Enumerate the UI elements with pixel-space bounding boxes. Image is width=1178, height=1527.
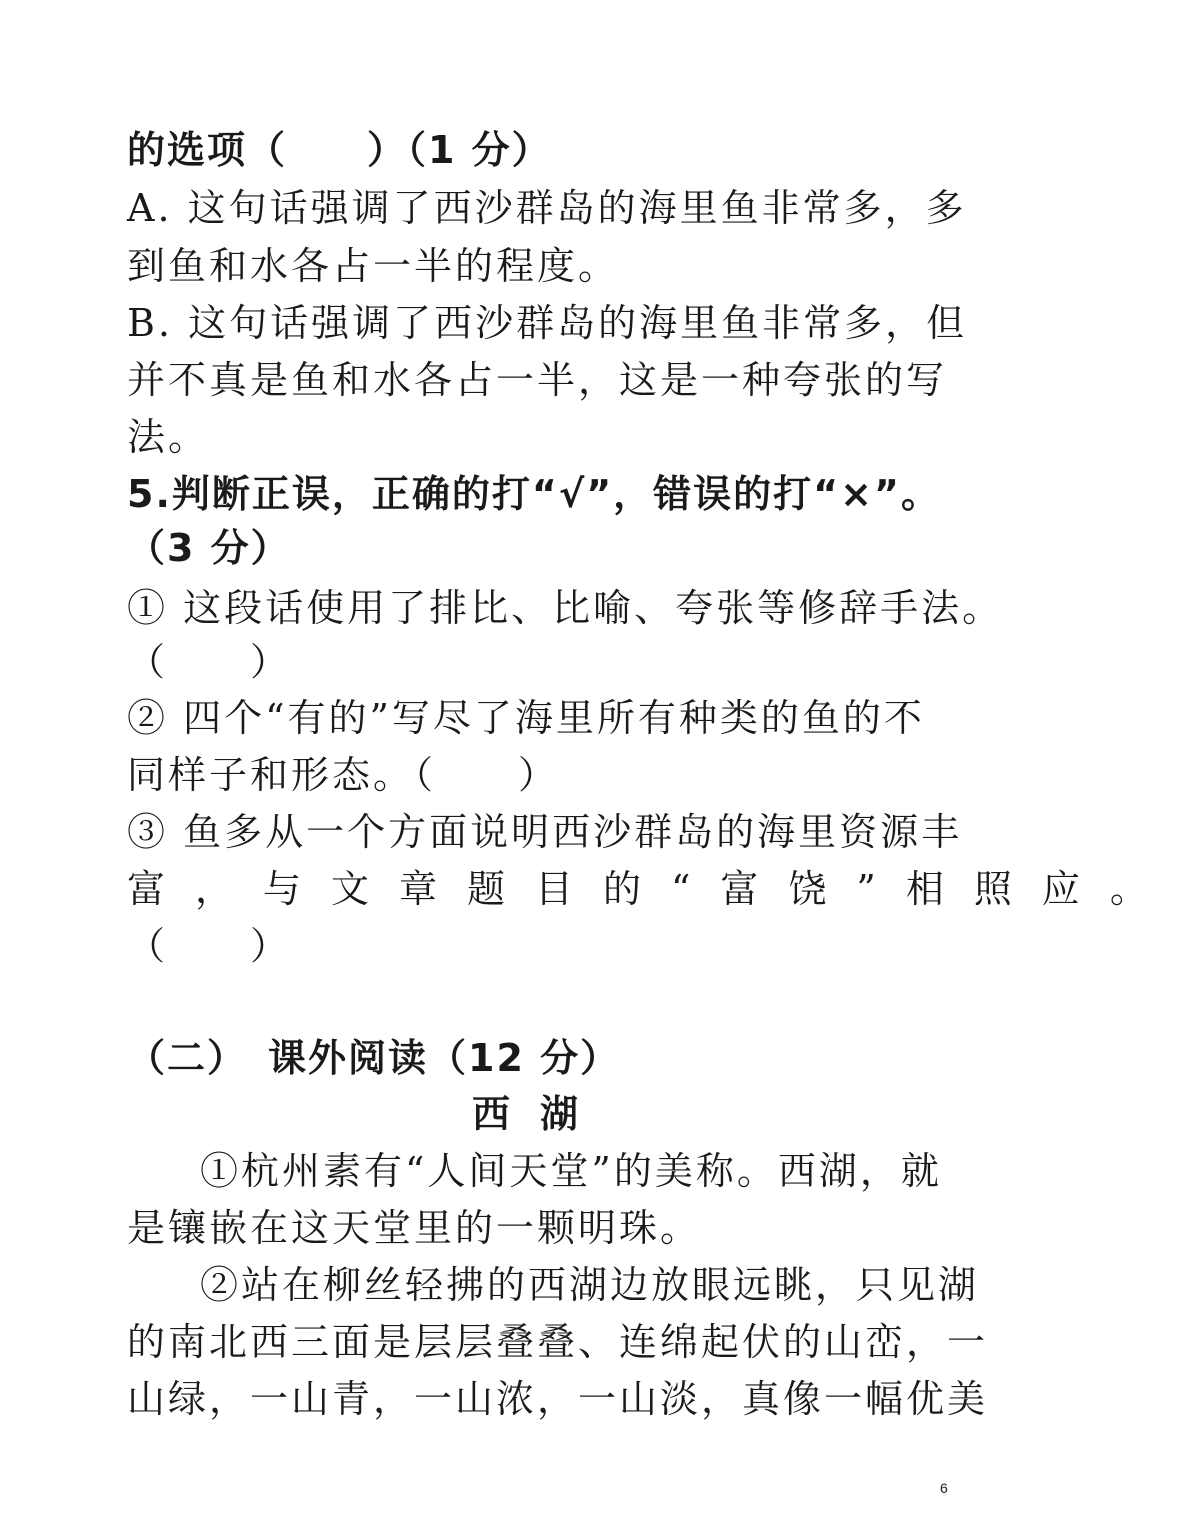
passage-para2-line3: 山绿，一山青，一山浓，一山淡，真像一幅优美 [127,1377,989,1421]
question4-option-a-line1: A. 这句话强调了西沙群岛的海里鱼非常多，多 [127,186,967,230]
question4-stem: 的选项（ ）（1 分） [127,128,552,172]
question4-option-a-line2: 到鱼和水各占一半的程度。 [127,244,620,288]
passage-para1-line1: ①杭州素有“人间天堂”的美称。西湖，就 [200,1149,942,1193]
question5-item3-line2: 富，与文章题目的“富饶”相照应。 [127,867,1178,911]
question4-option-b-line3: 法。 [127,415,210,459]
passage-para1-line2: 是镶嵌在这天堂里的一颗明珠。 [127,1206,702,1250]
passage-para2-line2: 的南北西三面是层层叠叠、连绵起伏的山峦，一 [127,1320,989,1364]
question5-item2-line1: ② 四个“有的”写尽了海里所有种类的鱼的不 [127,696,925,740]
section2-heading: （二） 课外阅读（12 分） [127,1036,621,1080]
question5-item1-answer: （ ） [127,640,292,684]
passage-para2-line1: ②站在柳丝轻拂的西湖边放眼远眺，只见湖 [200,1263,980,1307]
page-number: 6 [940,1480,948,1496]
question5-item3-line1: ③ 鱼多从一个方面说明西沙群岛的海里资源丰 [127,810,963,854]
question5-item2-line2: 同样子和形态。（ ） [127,753,560,797]
question5-heading: 5.判断正误，正确的打“√”，错误的打“×”。 [127,472,941,516]
question4-option-b-line1: B. 这句话强调了西沙群岛的海里鱼非常多，但 [127,301,968,345]
question4-option-b-line2: 并不真是鱼和水各占一半，这是一种夸张的写 [127,358,948,402]
question5-item1-line1: ① 这段话使用了排比、比喻、夸张等修辞手法。 [127,586,1004,630]
question5-score: （3 分） [127,526,291,570]
passage-title: 西湖 [471,1092,608,1136]
question5-item3-answer: （ ） [127,924,292,968]
